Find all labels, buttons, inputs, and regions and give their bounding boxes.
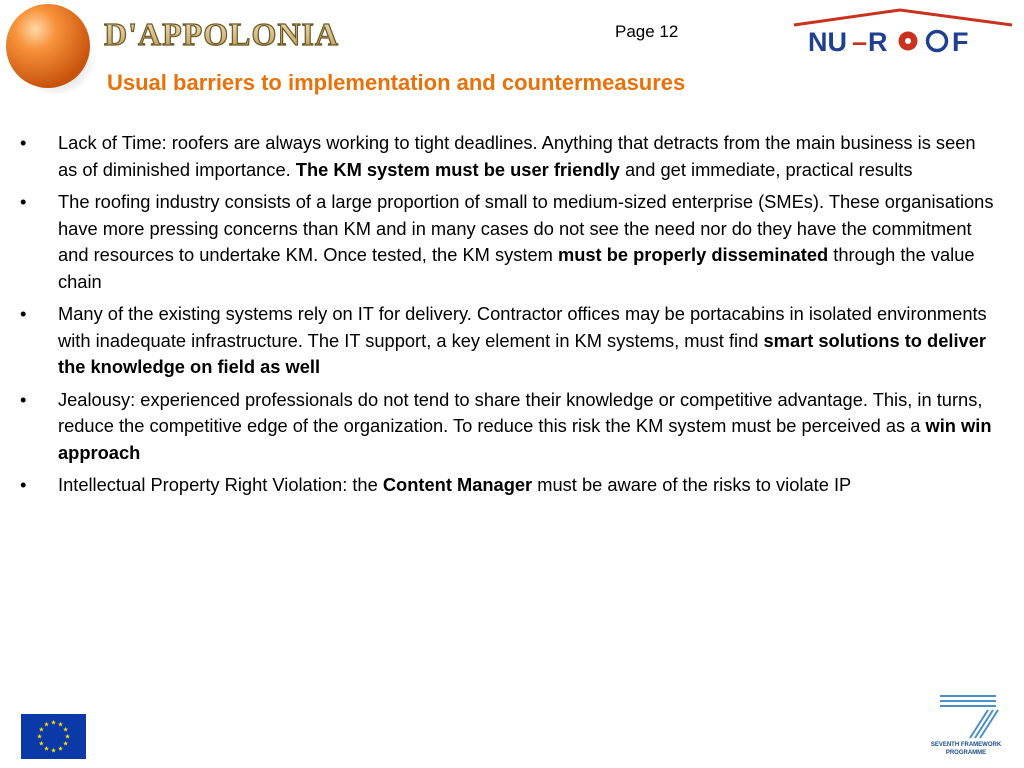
bullet-emphasis: Content Manager bbox=[382, 474, 533, 495]
bullet-emphasis: win win approach bbox=[58, 415, 992, 463]
bullet-text: must be aware of the risks to violate IP bbox=[532, 474, 852, 495]
svg-text:R: R bbox=[868, 27, 888, 56]
dappolonia-logo bbox=[104, 14, 424, 54]
bullet-item bbox=[18, 301, 998, 381]
bullet-text: The roofing industry consists of a large proportion of small to medium-sized enterprise (SMEs). These organisations have more pressing concerns than KM and in many cases do not see the need nor do they have the commitment and resources to undertake KM. Once tested, the KM system bbox=[58, 191, 994, 265]
svg-text:–: – bbox=[852, 27, 868, 56]
bullet-item bbox=[18, 472, 998, 499]
bullet-text: through the value chain bbox=[58, 244, 975, 292]
nu-roof-logo bbox=[790, 8, 1016, 56]
bullet-list bbox=[18, 130, 998, 505]
bullet-text: Jealousy: experienced professionals do not tend to share their knowledge or competitive advantage. This, in turns, reduce the competitive edge of the organization. To reduce this risk the KM system must be perceived as a bbox=[58, 388, 983, 436]
bullet-item bbox=[18, 130, 998, 183]
fp7-label bbox=[928, 741, 1004, 757]
slide-title: Usual barriers to implementation and countermeasures bbox=[107, 70, 686, 95]
bullet-item bbox=[18, 189, 998, 295]
page-number: Page 12 bbox=[615, 22, 679, 41]
dappolonia-logo-text: D'APPOLONIA bbox=[104, 16, 339, 52]
svg-text:F: F bbox=[952, 27, 969, 56]
bullet-emphasis: The KM system must be user friendly bbox=[295, 158, 620, 180]
bullet-text: Intellectual Property Right Violation: the bbox=[58, 474, 383, 495]
bullet-text: Lack of Time: roofers are always working to tight deadlines. Anything that detracts from the main business is seen as of diminished importance. bbox=[58, 132, 976, 180]
fp7-label-line: SEVENTH FRAMEWORK bbox=[930, 742, 1002, 748]
bullet-text: and get immediate, practical results bbox=[619, 158, 913, 180]
bullet-emphasis: smart solutions to deliver the knowledge on field as well bbox=[58, 329, 986, 377]
bullet-emphasis: must be properly disseminated bbox=[557, 244, 829, 265]
fp7-label-line: PROGRAMME bbox=[945, 750, 987, 756]
bullet-text: Many of the existing systems rely on IT for delivery. Contractor offices may be portacabins in isolated environments with inadequate infrastructure. The IT support, a key element in KM systems, must find bbox=[58, 303, 987, 351]
svg-text:NU: NU bbox=[808, 27, 847, 56]
orange-orb-logo bbox=[2, 0, 96, 94]
eu-flag-icon bbox=[21, 714, 86, 759]
bullet-item bbox=[18, 387, 998, 467]
